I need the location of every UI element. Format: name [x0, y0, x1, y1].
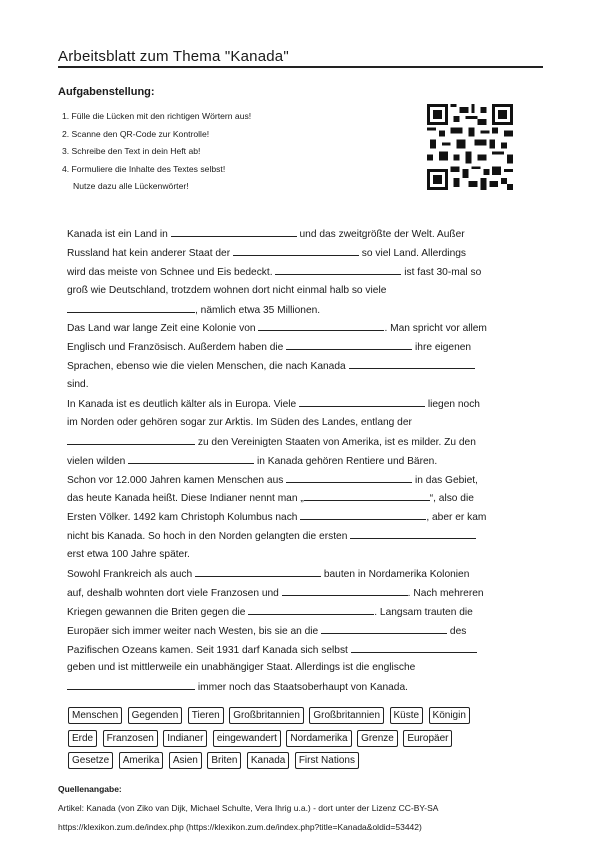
- text-line: geben und ist mittlerweile ein unabhängiger Staat. Allerdings ist die englische: [67, 662, 416, 674]
- word-chip[interactable]: Europäer: [403, 730, 452, 747]
- blank-field[interactable]: [258, 319, 384, 331]
- task-item: Nutze dazu alle Lückenwörter!: [73, 181, 189, 191]
- text-line: das heute Kanada heißt. Diese Indianer nennt man „ “, also die: [67, 489, 537, 508]
- text-line: sind.: [67, 379, 89, 391]
- word-chip[interactable]: Küste: [390, 707, 424, 724]
- text-line: auf, deshalb wohnten dort viele Franzosen und . Nach mehreren: [67, 584, 537, 603]
- word-bank-row: [68, 705, 548, 728]
- word-bank: [68, 705, 548, 773]
- text-line: Europäer sich immer weiter nach Westen, bis sie an die des: [67, 622, 537, 641]
- qr-code-icon: [426, 104, 514, 190]
- text-line: im Norden oder gehören sogar zur Arktis. Im Süden des Landes, entlang der: [67, 416, 412, 428]
- word-chip[interactable]: Großbritannien: [309, 707, 384, 724]
- blank-field[interactable]: [286, 471, 412, 483]
- word-chip[interactable]: Briten: [207, 752, 241, 769]
- word-chip[interactable]: Franzosen: [103, 730, 158, 747]
- blank-field[interactable]: [275, 263, 401, 275]
- blank-field[interactable]: [299, 395, 425, 407]
- word-bank-row: [68, 728, 548, 751]
- task-item: 3. Schreibe den Text in dein Heft ab!: [62, 146, 201, 156]
- blank-field[interactable]: [304, 489, 430, 501]
- title-divider: [58, 66, 543, 68]
- blank-field[interactable]: [321, 622, 447, 634]
- word-chip[interactable]: Königin: [429, 707, 470, 724]
- text-line: zu den Vereinigten Staaten von Amerika, ist es milder. Zu den: [67, 433, 537, 452]
- word-chip[interactable]: Gesetze: [68, 752, 113, 769]
- text-line: vielen wilden in Kanada gehören Rentiere und Bären.: [67, 452, 537, 471]
- blank-field[interactable]: [67, 301, 195, 313]
- word-chip[interactable]: Amerika: [119, 752, 164, 769]
- word-chip[interactable]: Menschen: [68, 707, 122, 724]
- text-line: Russland hat kein anderer Staat der so viel Land. Allerdings: [67, 244, 537, 263]
- blank-field[interactable]: [67, 433, 195, 445]
- blank-field[interactable]: [171, 225, 297, 237]
- word-chip[interactable]: Nordamerika: [286, 730, 351, 747]
- text-line: Kriegen gewannen die Briten gegen die . Langsam trauten die: [67, 603, 537, 622]
- source-article: Artikel: Kanada (von Ziko van Dijk, Michael Schulte, Vera Ihrig u.a.) - dort unter der Lizenz CC-BY-SA: [58, 803, 439, 813]
- text-line: wird das meiste von Schnee und Eis bedeckt. ist fast 30-mal so: [67, 263, 537, 282]
- text-line: Ersten Völker. 1492 kam Christoph Kolumbus nach , aber er kam: [67, 508, 537, 527]
- task-item: 4. Formuliere die Inhalte des Textes selbst!: [62, 163, 226, 174]
- blank-field[interactable]: [67, 678, 195, 690]
- blank-field[interactable]: [300, 508, 426, 520]
- word-chip[interactable]: First Nations: [295, 752, 359, 769]
- word-chip[interactable]: Gegenden: [128, 707, 183, 724]
- word-chip[interactable]: Indianer: [163, 730, 207, 747]
- text-line: immer noch das Staatsoberhaupt von Kanada.: [67, 678, 537, 697]
- text-line: groß wie Deutschland, trotzdem wohnen dort nicht einmal halb so viele: [67, 284, 387, 296]
- word-chip[interactable]: Tieren: [188, 707, 224, 724]
- word-chip[interactable]: eingewandert: [213, 730, 281, 747]
- text-line: Kanada ist ein Land in und das zweitgrößte der Welt. Außer: [67, 225, 537, 244]
- blank-field[interactable]: [286, 338, 412, 350]
- word-chip[interactable]: Kanada: [247, 752, 289, 769]
- text-line: In Kanada ist es deutlich kälter als in Europa. Viele liegen noch: [67, 395, 537, 414]
- text-line: nicht bis Kanada. So hoch in den Norden gelangten die ersten: [67, 527, 537, 546]
- blank-field[interactable]: [350, 527, 476, 539]
- blank-field[interactable]: [195, 565, 321, 577]
- text-line: erst etwa 100 Jahre später.: [67, 549, 190, 561]
- task-item: 1. Fülle die Lücken mit den richtigen Wörtern aus!: [62, 111, 252, 121]
- text-line: Englisch und Französisch. Außerdem haben die ihre eigenen: [67, 338, 537, 357]
- blank-field[interactable]: [282, 584, 408, 596]
- word-chip[interactable]: Grenze: [357, 730, 398, 747]
- word-chip[interactable]: Erde: [68, 730, 97, 747]
- tasks-heading: Aufgabenstellung:: [58, 86, 155, 98]
- text-line: , nämlich etwa 35 Millionen.: [67, 301, 537, 320]
- word-chip[interactable]: Asien: [169, 752, 202, 769]
- page-title: Arbeitsblatt zum Thema "Kanada": [58, 48, 289, 65]
- source-link[interactable]: https://klexikon.zum.de/index.php (https://klexikon.zum.de/index.php?title=Kanada&oldid=53442): [58, 822, 422, 832]
- word-bank-row: [68, 750, 548, 773]
- blank-field[interactable]: [233, 244, 359, 256]
- blank-field[interactable]: [349, 357, 475, 369]
- task-list: [62, 108, 251, 196]
- word-chip[interactable]: Großbritannien: [229, 707, 304, 724]
- cloze-text: [67, 225, 537, 697]
- text-line: Das Land war lange Zeit eine Kolonie von . Man spricht vor allem: [67, 319, 537, 338]
- blank-field[interactable]: [351, 641, 477, 653]
- text-line: Schon vor 12.000 Jahren kamen Menschen aus in das Gebiet,: [67, 471, 537, 490]
- task-item: 2. Scanne den QR-Code zur Kontrolle!: [62, 128, 210, 139]
- text-line: Pazifischen Ozeans kamen. Seit 1931 darf Kanada sich selbst: [67, 641, 537, 660]
- text-line: Sowohl Frankreich als auch bauten in Nordamerika Kolonien: [67, 565, 537, 584]
- blank-field[interactable]: [128, 452, 254, 464]
- text-line: Sprachen, ebenso wie die vielen Menschen, die nach Kanada: [67, 357, 537, 376]
- sources-heading: Quellenangabe:: [58, 784, 122, 794]
- blank-field[interactable]: [248, 603, 374, 615]
